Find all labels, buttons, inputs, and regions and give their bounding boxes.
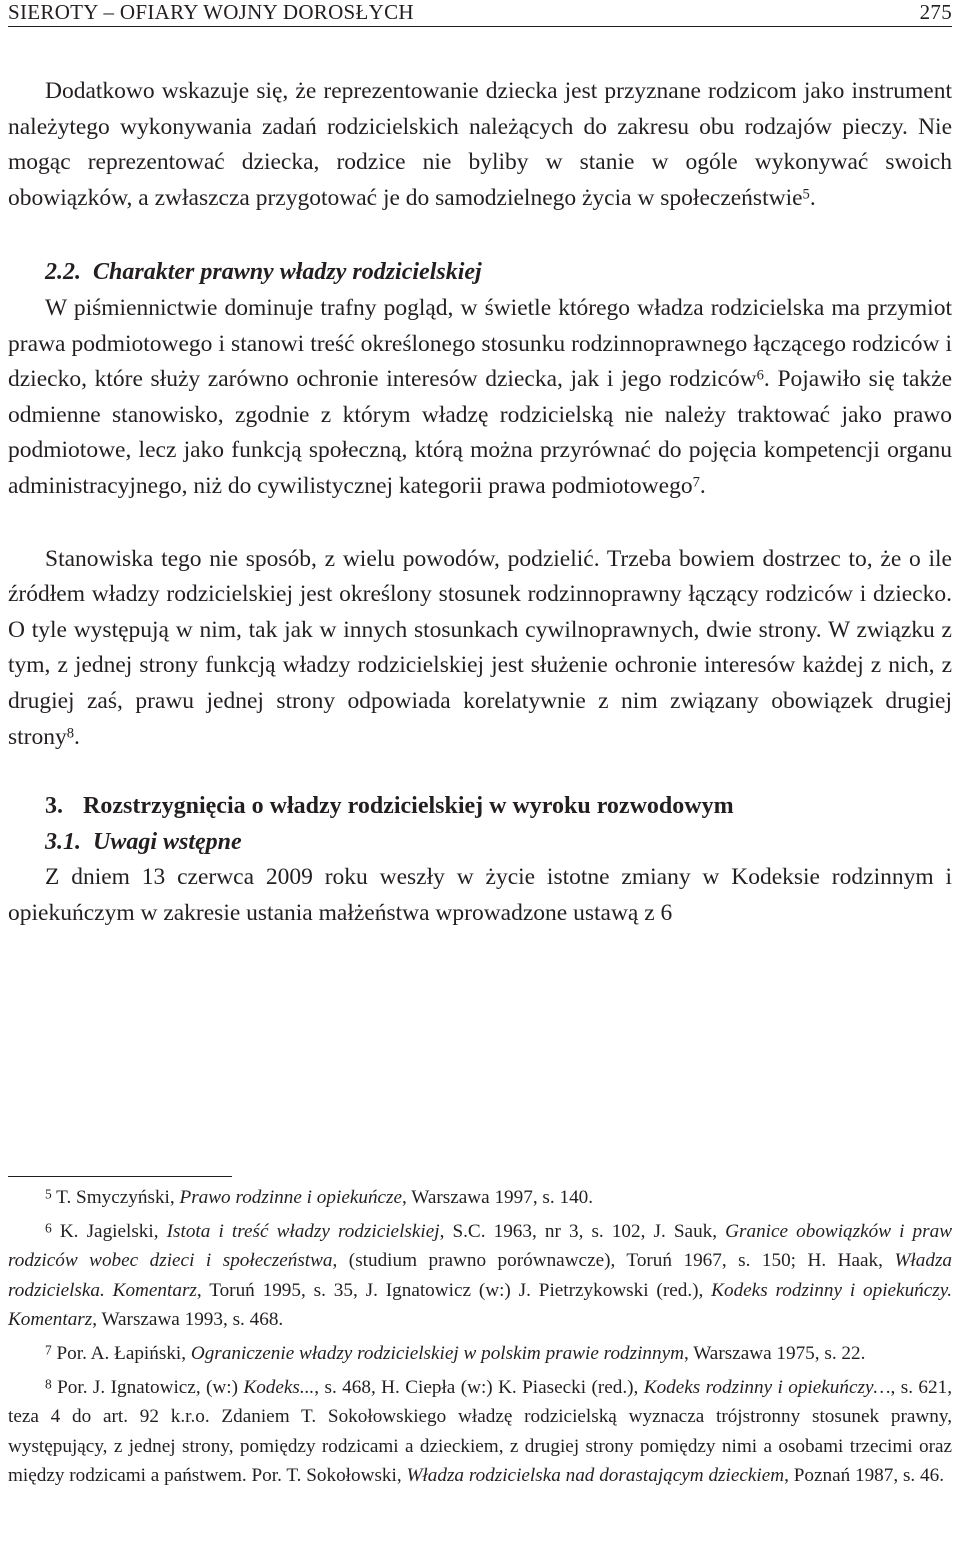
- paragraph-tail: .: [699, 472, 706, 499]
- footnote-text: , S.C. 1963, nr 3, s. 102, J. Sauk,: [439, 1221, 726, 1243]
- paragraph-text: Z dniem 13 czerwca 2009 roku weszły w życie istotne zmiany w Kodeksie rodzinnym i opiekuńczym w zakresie ustania małżeństwa wprowadzone ustawą z 6: [8, 864, 952, 926]
- section-heading-3-1: [8, 825, 952, 861]
- page-number: 275: [919, 0, 952, 24]
- footnote-title: Władza rodzicielska. Komentarz: [8, 1250, 952, 1301]
- footnote-text: T. Smyczyński,: [56, 1187, 180, 1208]
- section-title: Charakter prawny władzy rodzicielskiej: [93, 259, 482, 286]
- section-number: 3.: [45, 793, 63, 820]
- footnote-title: Kodeks rodzinny i opiekuńczy. Komentarz: [8, 1279, 952, 1330]
- footnote-text: , s. 621, teza 4 do art. 92 k.r.o. Zdaniem T. Sokołowskiego władzę rodzicielską wyznacza trójstronny stosunek prawny, występujący, z jednej strony, pomiędzy rodzicami a dzieckiem, z drugiej strony pomiędzy nimi a osobami trzecimi oraz między rodzicami a państwem. Por. T. Sokołowski,: [8, 1377, 952, 1486]
- paragraph-text: Dodatkowo wskazuje się, że reprezentowanie dziecka jest przyznane rodzicom jako instrument należytego wykonywania zadań rodzicielskich należących do zakresu obu rodzajów pieczy. Nie mogąc reprezentować dziecka, rodzice nie byliby w stanie w ogóle wykonywać swoich obowiązków, a zwłaszcza przygotować je do samodzielnego życia w społeczeństwie: [8, 78, 952, 211]
- footnote-text: , Poznań 1987, s. 46.: [784, 1464, 944, 1486]
- section-title: Rozstrzygnięcia o władzy rodzicielskiej w wyroku rozwodowym: [83, 793, 734, 820]
- footnote-text: Por. J. Ignatowicz, (w:): [57, 1377, 244, 1399]
- running-header: [8, 0, 952, 27]
- section-heading-2-2: [8, 255, 952, 291]
- footnote-text: , Warszawa 1975, s. 22.: [683, 1343, 866, 1365]
- footnote-ref[interactable]: 5: [802, 186, 810, 203]
- footnote-number: 8: [45, 1376, 52, 1392]
- section-heading-3: [8, 789, 952, 825]
- paragraph-tail: .: [809, 184, 816, 211]
- footnote-title: Kodeks rodzinny i opiekuńczy…: [643, 1377, 891, 1399]
- footnote-title: Ograniczenie władzy rodzicielskiej w polskim prawie rodzinnym: [190, 1343, 684, 1365]
- footnote-text: , s. 468, H. Ciepła (w:) K. Piasecki (red.),: [314, 1377, 644, 1399]
- footnote-text: , Toruń 1995, s. 35, J. Ignatowicz (w:) J. Pietrzykowski (red.),: [196, 1279, 712, 1301]
- footnote-text: , (studium prawno porównawcze), Toruń 1967, s. 150; H. Haak,: [332, 1250, 895, 1272]
- footnote-number: 5: [45, 1186, 52, 1202]
- paragraph-tail: .: [74, 723, 80, 750]
- footnote-title: Istota i treść władzy rodzicielskiej: [166, 1221, 440, 1243]
- footnote-number: 6: [45, 1220, 52, 1236]
- footnote-title: Kodeks...: [243, 1377, 315, 1399]
- paragraph-text: . Pojawiło się także odmienne stanowisko, zgodnie z którym władzę rodzicielską nie należy traktować jako prawo podmiotowe, lecz jako funkcją społeczną, którą można przyrównać do pojęcia kompetencji organu administracyjnego, niż do cywilistycznej kategorii prawa podmiotowego: [8, 366, 952, 499]
- footnote-title: Prawo rodzinne i opiekuńcze: [179, 1187, 403, 1208]
- footnote-ref[interactable]: 7: [692, 474, 700, 491]
- footnote-text: Por. A. Łapiński,: [56, 1343, 191, 1365]
- section-number: 2.2.: [45, 259, 81, 286]
- footnote-5: [8, 1183, 952, 1212]
- footnote-8: [8, 1373, 952, 1490]
- footnote-text: K. Jagielski,: [59, 1221, 167, 1243]
- footnotes: [8, 1183, 952, 1495]
- running-title: SIEROTY – OFIARY WOJNY DOROSŁYCH: [8, 0, 414, 24]
- paragraph: [8, 542, 952, 756]
- paragraph: [8, 860, 952, 931]
- section-title: Uwagi wstępne: [93, 828, 242, 855]
- section-number: 3.1.: [45, 828, 81, 855]
- footnote-title: Władza rodzicielska nad dorastającym dzieckiem: [406, 1464, 785, 1486]
- footnote-title: Granice obowiązków i praw rodziców wobec dzieci i społeczeństwa: [8, 1221, 952, 1272]
- footnote-text: , Warszawa 1993, s. 468.: [92, 1308, 284, 1330]
- footnote-number: 7: [45, 1342, 52, 1358]
- paragraph: [8, 291, 952, 505]
- paragraph: [8, 74, 952, 216]
- footnote-text: , Warszawa 1997, s. 140.: [402, 1187, 594, 1208]
- main-text: [8, 74, 952, 931]
- paragraph-text: W piśmiennictwie dominuje trafny pogląd, w świetle którego władza rodzicielska ma przymiot prawa podmiotowego i stanowi treść określonego stosunku rodzinnoprawnego łączącego rodziców i dziecko, które służy zarówno ochronie interesów dziecka, jak i jego rodziców: [8, 294, 952, 393]
- footnote-6: [8, 1217, 952, 1334]
- paragraph-text: Stanowiska tego nie sposób, z wielu powodów, podzielić. Trzeba bowiem dostrzec to, że o ile źródłem władzy rodzicielskiej jest określony stosunek rodzinnoprawny łączący rodziców i dziecko. O tyle występują w nim, tak jak w innych stosunkach cywilnoprawnych, dwie strony. W związku z tym, z jednej strony funkcją władzy rodzicielskiej jest służenie ochronie interesów każdej z nich, z drugiej zaś, prawu jednej strony odpowiada korelatywnie z nim związany obowiązek drugiej strony: [8, 545, 952, 750]
- footnote-ref[interactable]: 8: [66, 724, 75, 741]
- footnote-separator: [8, 1176, 232, 1177]
- footnote-7: [8, 1339, 952, 1368]
- footnote-ref[interactable]: 6: [756, 367, 764, 384]
